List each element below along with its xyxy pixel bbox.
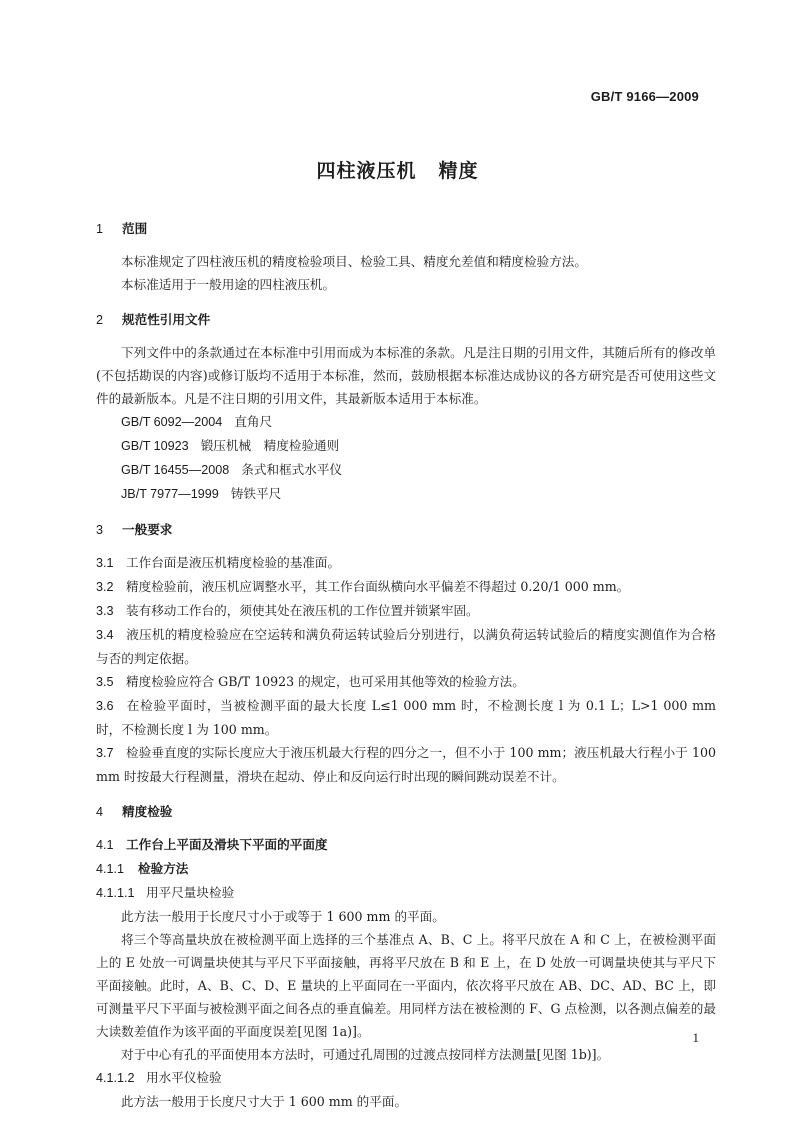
method-para: 此方法一般用于长度尺寸大于 1 600 mm 的平面。: [121, 1094, 408, 1109]
reference-item: JB/T 7977—1999 铸铁平尺: [121, 486, 282, 501]
clause-3-1: 3.1 工作台面是液压机精度检验的基准面。: [96, 555, 341, 570]
section-2-intro: 下列文件中的条款通过在本标准中引用而成为本标准的条款。凡是注日期的引用文件，其随后所有的修改单(不包括勘误的内容)或修订版均不适用于本标准，然而，鼓励根据本标准达成协议的各方研究是否可使用这些文件的最新版本。凡是不注日期的引用文件，其最新版本适用于本标准。: [96, 345, 716, 406]
subsection-4-1-heading: 4.1 工作台上平面及滑块下平面的平面度: [96, 837, 328, 852]
page-number: 1: [692, 1030, 699, 1045]
document-body: [96, 217, 716, 1113]
standard-code: GB/T 9166—2009: [590, 89, 699, 104]
subsection-4-1-1-heading: 4.1.1 检验方法: [96, 861, 189, 876]
section-1-para: 本标准适用于一般用途的四柱液压机。: [121, 277, 336, 292]
method-para: 将三个等高量块放在被检测平面上选择的三个基准点 A、B、C 上。将平尺放在 A 和 C 上，在被检测平面上的 E 处放一可调量块使其与平尺下平面接触，再将平尺放在 B 和 E 上，在 D 处放一可调量块使其与平尺下平面接触。此时，A、B、C、D、E 量块的上平面同在一平面内，依次将平尺放在 AB、DC、AD、BC 上，即可测量平尺下平面与被检测平面之间各点的垂直偏差。用同样方法在被检测的 F、G 点检测，以各测点偏差的最大读数差值作为该平面的平面度误差[见图 1a)]。: [96, 932, 716, 1039]
method-para: 对于中心有孔的平面使用本方法时，可通过孔周围的过渡点按同样方法测量[见图 1b)]。: [121, 1047, 610, 1062]
method-para: 此方法一般用于长度尺寸小于或等于 1 600 mm 的平面。: [121, 909, 445, 924]
reference-item: GB/T 16455—2008 条式和框式水平仪: [121, 462, 343, 477]
section-4-heading: 4 精度检验: [96, 804, 173, 819]
subsection-4-1-1-2-heading: 4.1.1.2 用水平仪检验: [96, 1070, 222, 1085]
clause-3-5: 3.5 精度检验应符合 GB/T 10923 的规定，也可采用其他等效的检验方法。: [96, 674, 525, 689]
reference-item: GB/T 6092—2004 直角尺: [121, 414, 273, 429]
clause-3-7: 3.7 检验垂直度的实际长度应大于液压机最大行程的四分之一，但不小于 100 mm；液压机最大行程小于 100 mm 时按最大行程测量，滑块在起动、停止和反向运行时出现的瞬间跳动误差不计。: [96, 745, 716, 784]
reference-item: GB/T 10923 锻压机械 精度检验通则: [121, 438, 340, 453]
clause-3-3: 3.3 装有移动工作台的，须使其处在液压机的工作位置并锁紧牢固。: [96, 603, 479, 618]
title-part2: 精度: [438, 160, 479, 182]
section-2-heading: 2 规范性引用文件: [96, 312, 211, 327]
clause-3-4: 3.4 液压机的精度检验应在空运转和满负荷运转试验后分别进行，以满负荷运转试验后的精度实测值作为合格与否的判定依据。: [96, 627, 716, 666]
subsection-4-1-1-1-heading: 4.1.1.1 用平尺量块检验: [96, 885, 235, 900]
title-part1: 四柱液压机: [316, 160, 417, 182]
document-title: [0, 156, 795, 183]
clause-3-2: 3.2 精度检验前，液压机应调整水平，其工作台面纵横向水平偏差不得超过 0.20/1 000 mm。: [96, 579, 630, 594]
clause-3-6: 3.6 在检验平面时，当被检测平面的最大长度 L≤1 000 mm 时，不检测长度 l 为 0.1 L；L>1 000 mm 时，不检测长度 l 为 100 mm。: [96, 698, 716, 737]
section-1-heading: 1 范围: [96, 221, 148, 236]
section-1-para: 本标准规定了四柱液压机的精度检验项目、检验工具、精度允差值和精度检验方法。: [121, 254, 587, 269]
section-3-heading: 3 一般要求: [96, 522, 173, 537]
